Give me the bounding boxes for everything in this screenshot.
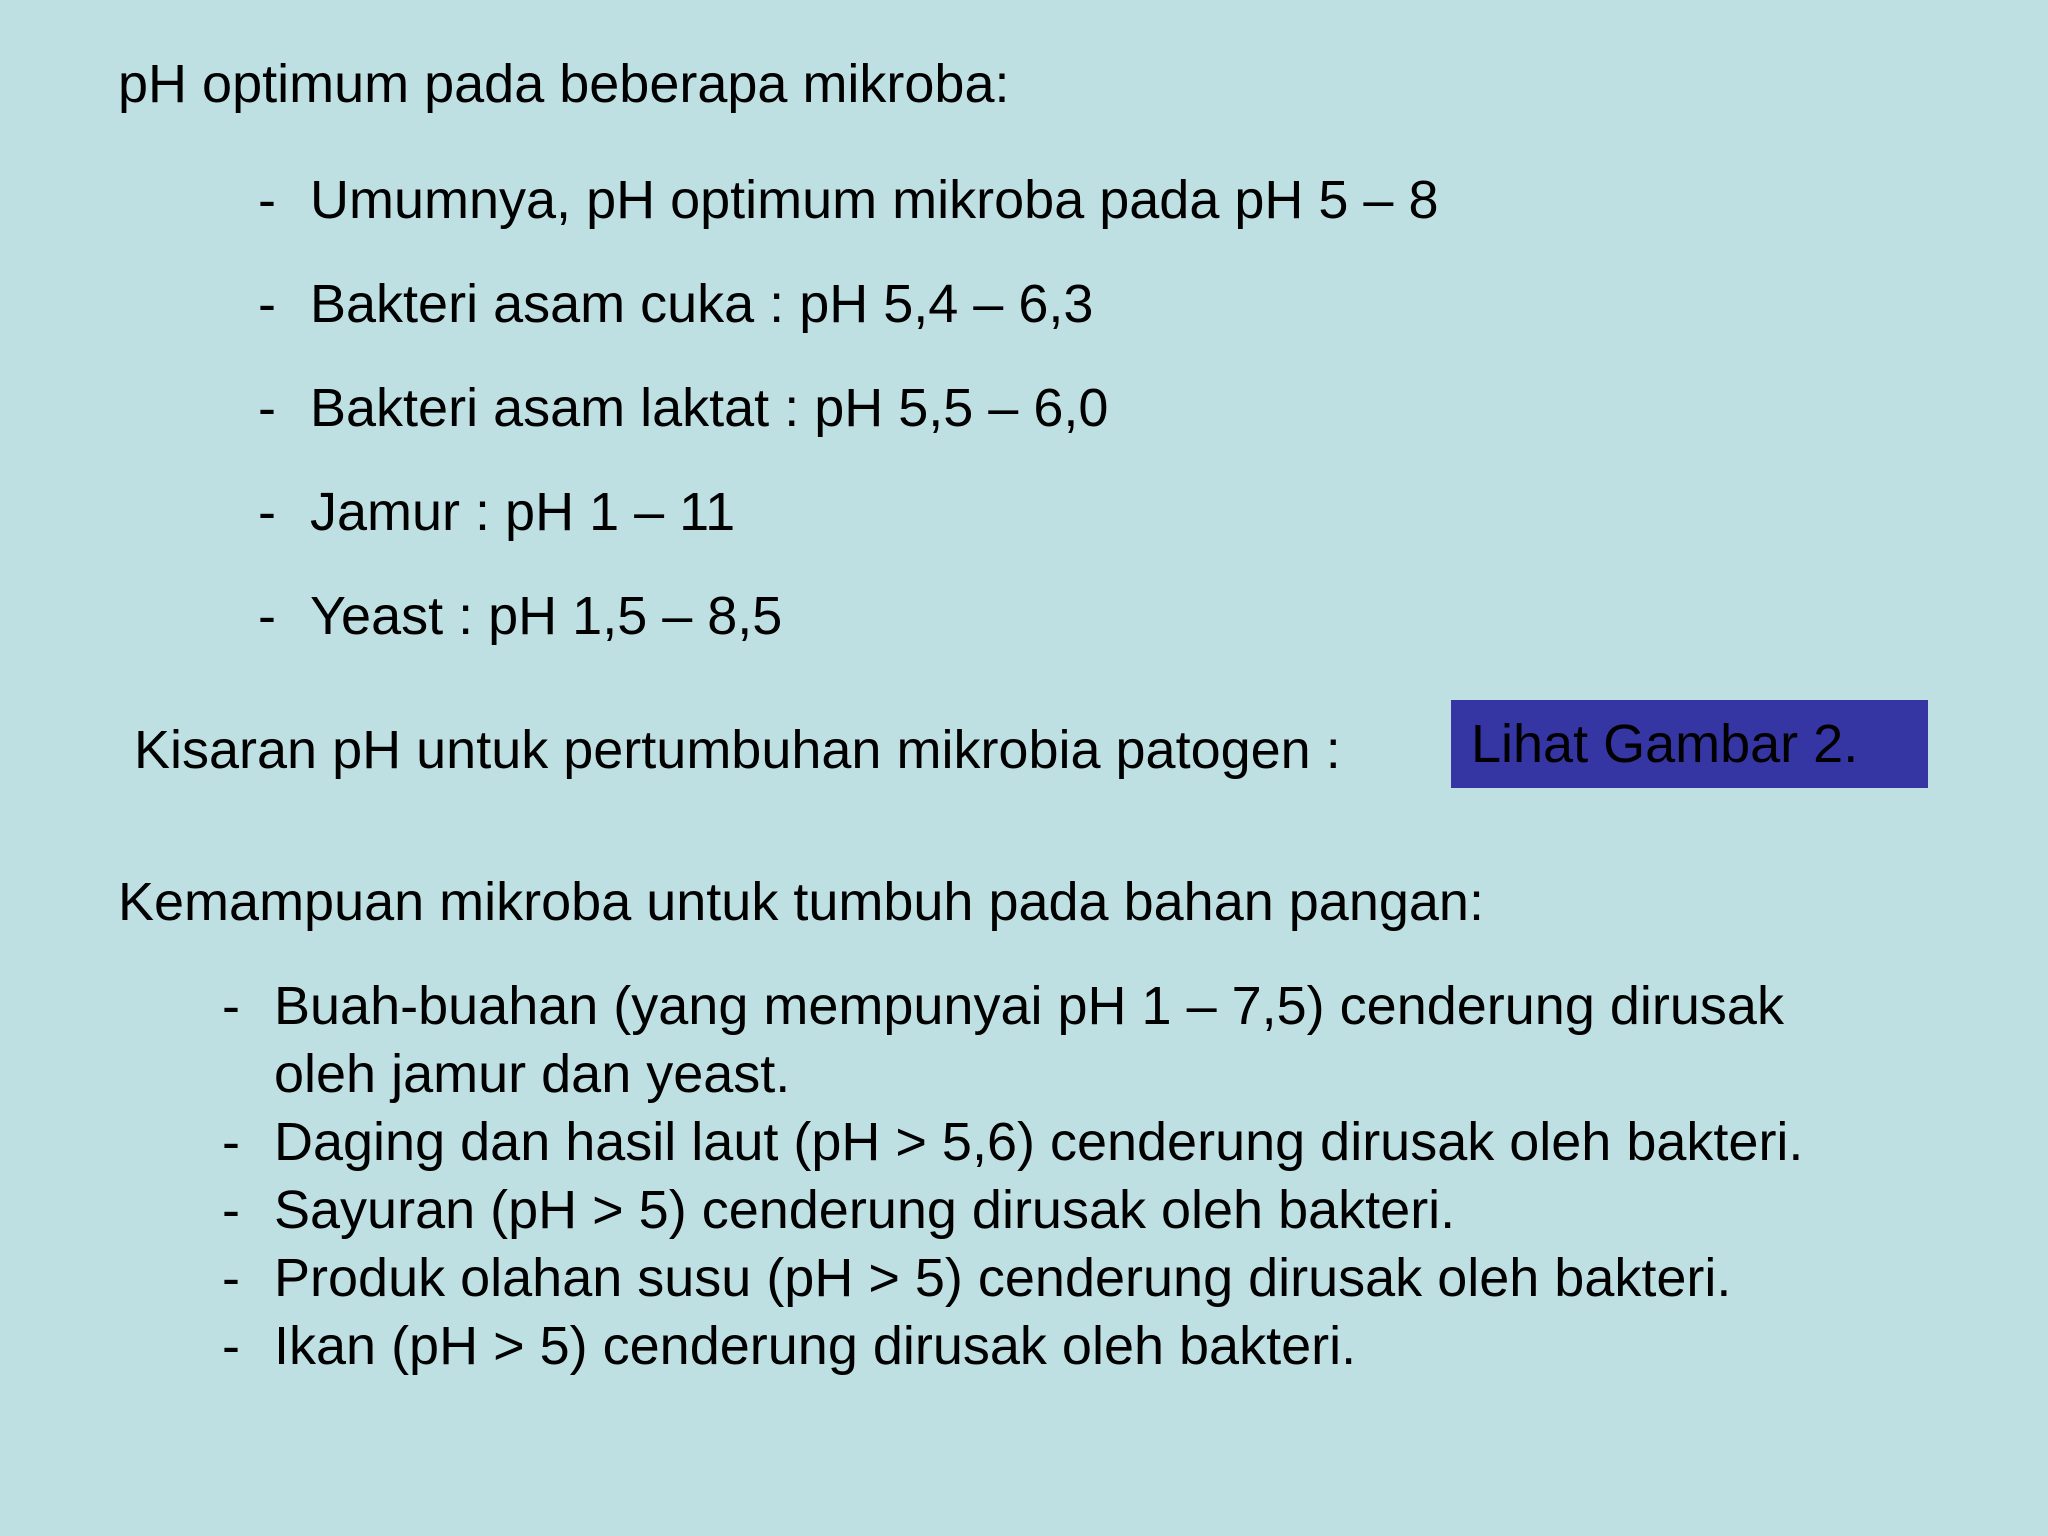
list-item [222, 1176, 1934, 1244]
bullet-dash: - [258, 482, 276, 542]
list-item [258, 480, 1439, 584]
list-item-text-line2: oleh jamur dan yeast. [274, 1044, 791, 1104]
bullet-dash: - [222, 1248, 240, 1308]
bullet-dash: - [222, 1180, 240, 1240]
section-heading-food-spoilage: Kemampuan mikroba untuk tumbuh pada bahan pangan: [118, 872, 1484, 932]
list-item-text: Produk olahan susu (pH > 5) cenderung dirusak oleh bakteri. [274, 1248, 1732, 1308]
list-item-text: Yeast : pH 1,5 – 8,5 [310, 586, 783, 646]
food-spoilage-list [222, 972, 1934, 1380]
list-item-text: Ikan (pH > 5) cenderung dirusak oleh bakteri. [274, 1316, 1357, 1376]
bullet-dash: - [258, 274, 276, 334]
section-heading-pathogen-ph: Kisaran pH untuk pertumbuhan mikrobia patogen : [134, 720, 1341, 780]
section-heading-ph-optimum: pH optimum pada beberapa mikroba: [118, 54, 1010, 114]
list-item [222, 1108, 1934, 1176]
list-item-text: Sayuran (pH > 5) cenderung dirusak oleh bakteri. [274, 1180, 1456, 1240]
bullet-dash: - [222, 1316, 240, 1376]
list-item-text: Daging dan hasil laut (pH > 5,6) cenderung dirusak oleh bakteri. [274, 1112, 1804, 1172]
bullet-dash: - [222, 976, 240, 1036]
list-item [222, 972, 1934, 1108]
list-item [222, 1312, 1934, 1380]
list-item [258, 376, 1439, 480]
list-item [258, 584, 1439, 688]
list-item-text-line1: Buah-buahan (yang mempunyai pH 1 – 7,5) cenderung dirusak [274, 976, 1784, 1036]
list-item-text: Bakteri asam cuka : pH 5,4 – 6,3 [310, 274, 1094, 334]
list-item-text: Bakteri asam laktat : pH 5,5 – 6,0 [310, 378, 1109, 438]
list-item [258, 168, 1439, 272]
bullet-dash: - [222, 1112, 240, 1172]
list-item [258, 272, 1439, 376]
see-figure-callout[interactable]: Lihat Gambar 2. [1451, 700, 1928, 788]
list-item-text: Jamur : pH 1 – 11 [310, 482, 736, 542]
list-item [222, 1244, 1934, 1312]
bullet-dash: - [258, 170, 276, 230]
bullet-dash: - [258, 378, 276, 438]
ph-optimum-list [258, 168, 1439, 688]
list-item-text: Umumnya, pH optimum mikroba pada pH 5 – 8 [310, 170, 1439, 230]
bullet-dash: - [258, 586, 276, 646]
